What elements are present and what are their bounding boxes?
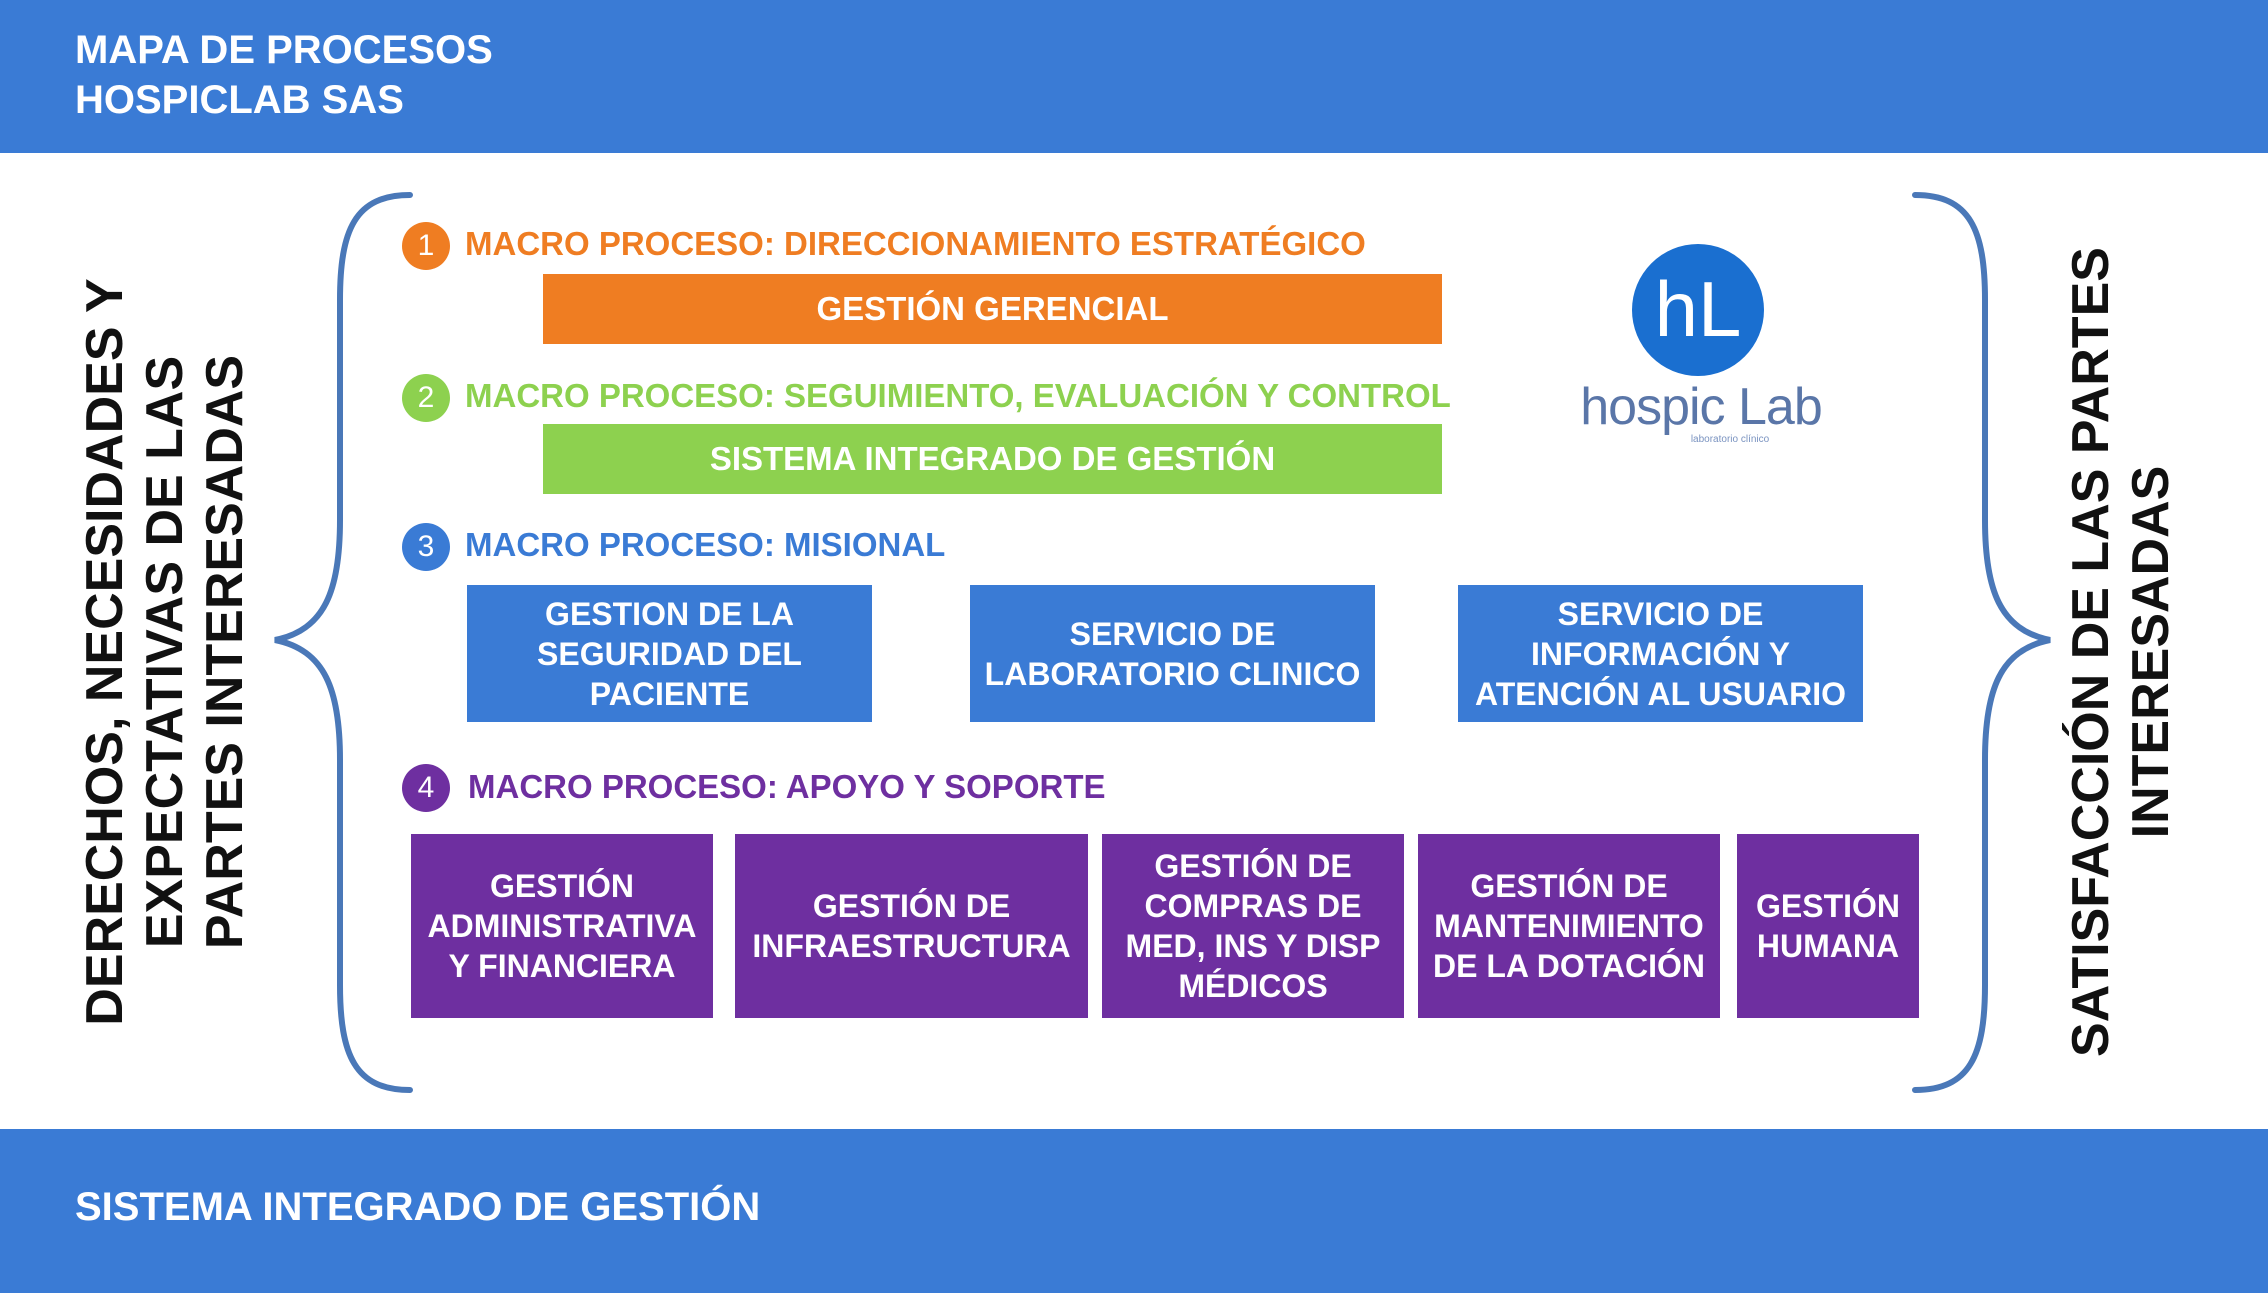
macro-1-number-badge: 1 — [402, 222, 450, 270]
left-side-label — [75, 262, 255, 1042]
process-sistema-integrado-de-gestion[interactable]: SISTEMA INTEGRADO DE GESTIÓN — [543, 424, 1442, 494]
footer-title: SISTEMA INTEGRADO DE GESTIÓN — [75, 1185, 761, 1229]
process-gestion-administrativa-financiera[interactable]: GESTIÓN ADMINISTRATIVA Y FINANCIERA — [411, 834, 713, 1018]
macro-2-number-badge: 2 — [402, 374, 450, 422]
macro-1-label: MACRO PROCESO: DIRECCIONAMIENTO ESTRATÉGICO — [465, 225, 1366, 262]
right-side-line-1: SATISFACCIÓN DE LAS PARTES — [2062, 247, 2120, 1057]
left-side-line-2: EXPECTATIVAS DE LAS — [136, 355, 194, 949]
left-brace — [265, 190, 425, 1095]
macro-4-number-badge: 4 — [402, 764, 450, 812]
process-servicio-informacion-atencion-usuario[interactable]: SERVICIO DE INFORMACIÓN Y ATENCIÓN AL USUARIO — [1458, 585, 1863, 722]
logo-wordmark: hospic Lab — [1580, 378, 1822, 436]
logo-monogram: hL — [1654, 265, 1742, 353]
left-side-line-1: DERECHOS, NECESIDADES Y — [76, 278, 134, 1026]
macro-2-label: MACRO PROCESO: SEGUIMIENTO, EVALUACIÓN Y CONTROL — [465, 377, 1451, 414]
macro-4-label: MACRO PROCESO: APOYO Y SOPORTE — [468, 768, 1106, 805]
right-brace — [1900, 190, 2060, 1095]
process-gestion-mantenimiento-dotacion[interactable]: GESTIÓN DE MANTENIMIENTO DE LA DOTACIÓN — [1418, 834, 1720, 1018]
process-gestion-compras-medicos[interactable]: GESTIÓN DE COMPRAS DE MED, INS Y DISP MÉDICOS — [1102, 834, 1404, 1018]
process-servicio-laboratorio-clinico[interactable]: SERVICIO DE LABORATORIO CLINICO — [970, 585, 1375, 722]
right-side-line-2: INTERESADAS — [2122, 465, 2180, 839]
process-gestion-infraestructura[interactable]: GESTIÓN DE INFRAESTRUCTURA — [735, 834, 1088, 1018]
left-side-line-3: PARTES INTERESADAS — [196, 354, 254, 950]
macro-3-number-badge: 3 — [402, 523, 450, 571]
footer-banner — [0, 1129, 2268, 1293]
process-gestion-seguridad-paciente[interactable]: GESTION DE LA SEGURIDAD DEL PACIENTE — [467, 585, 872, 722]
header-title: MAPA DE PROCESOS — [75, 28, 493, 72]
header-banner — [0, 0, 2268, 153]
macro-3-label: MACRO PROCESO: MISIONAL — [465, 526, 946, 563]
right-side-label — [2061, 242, 2181, 1062]
header-subtitle: HOSPICLAB SAS — [75, 78, 404, 122]
logo-tagline: laboratorio clínico — [1690, 434, 1770, 445]
process-gestion-gerencial[interactable]: GESTIÓN GERENCIAL — [543, 274, 1442, 344]
process-gestion-humana[interactable]: GESTIÓN HUMANA — [1737, 834, 1919, 1018]
